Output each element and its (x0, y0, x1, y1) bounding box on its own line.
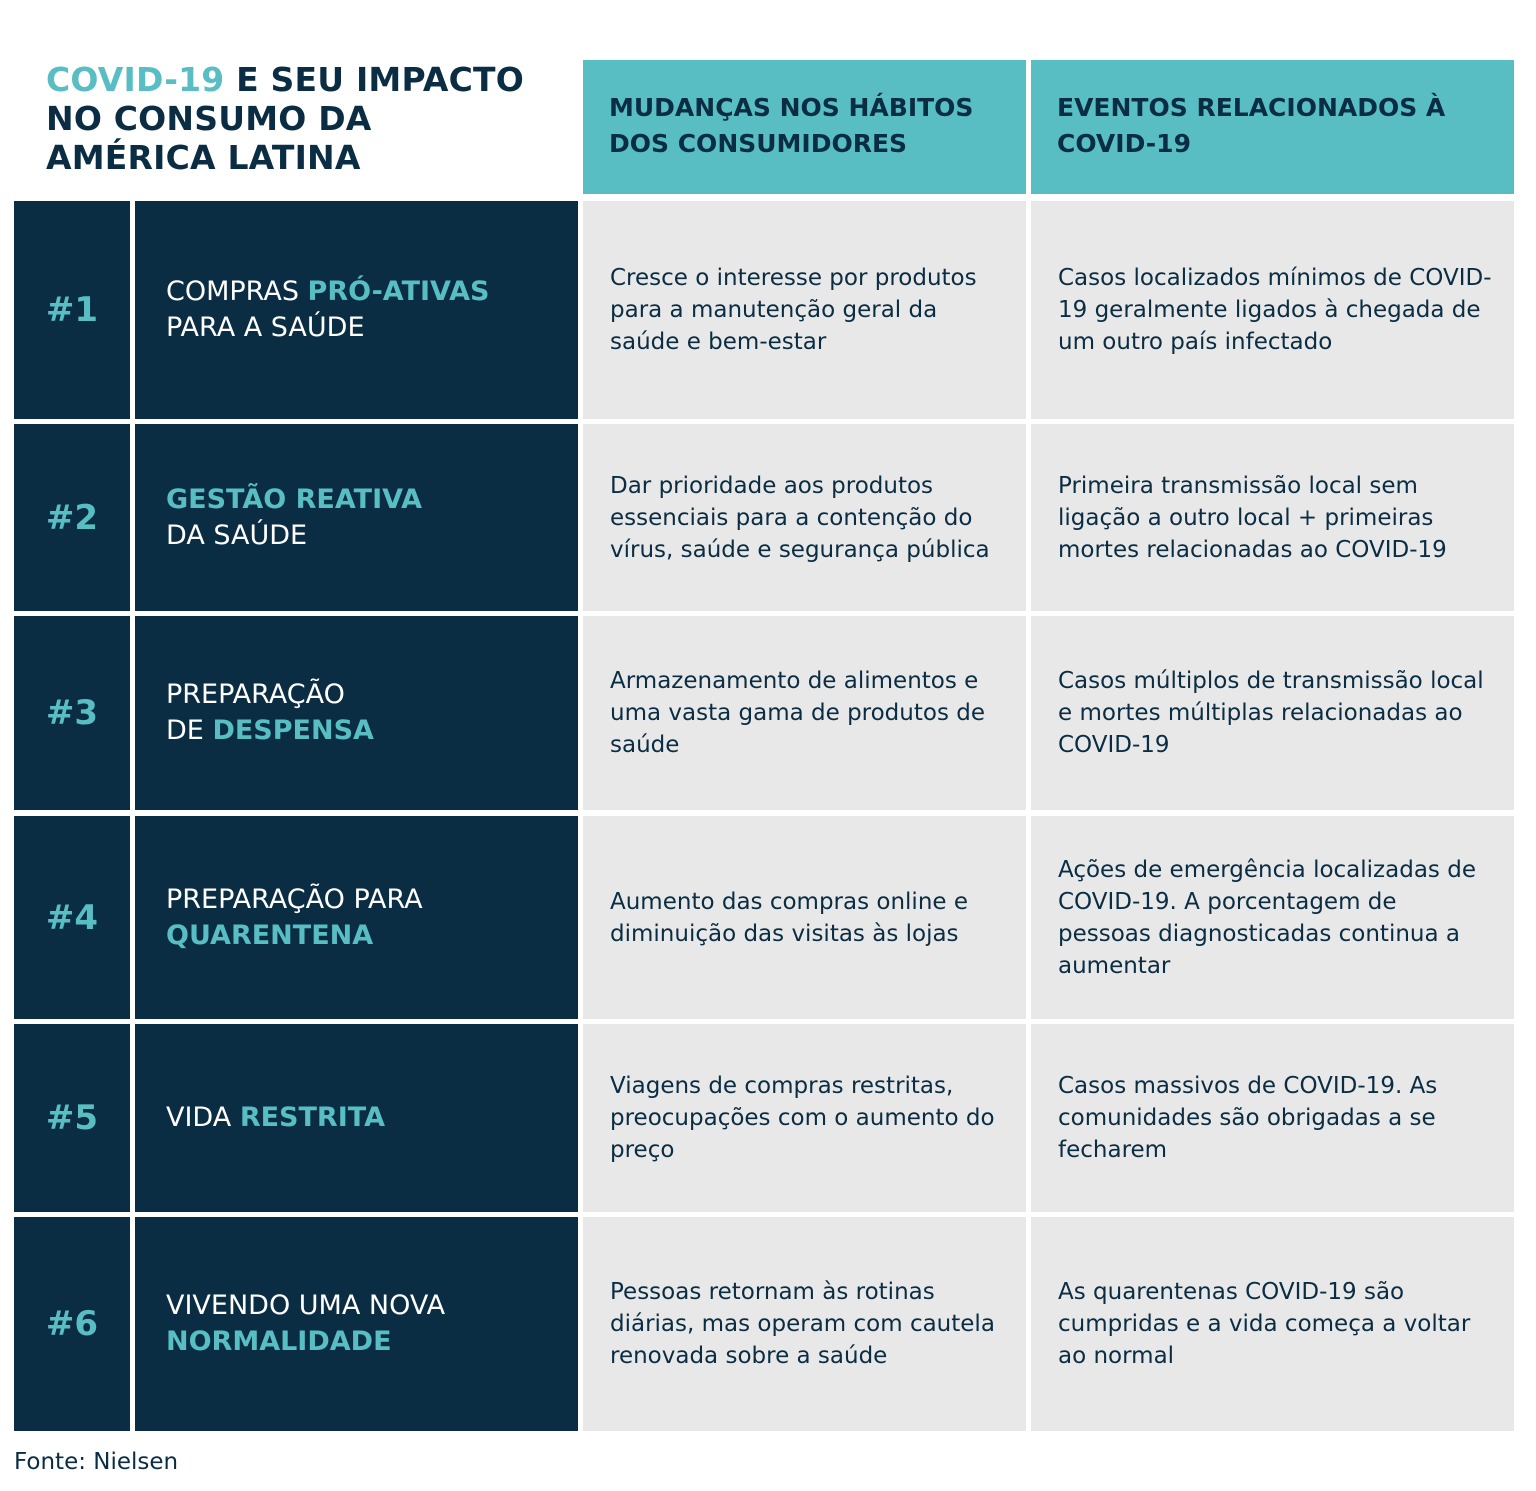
events-text: Casos massivos de COVID-19. As comunidades são obrigadas a se fecharem (1058, 1073, 1438, 1163)
table-row (0, 1024, 1536, 1212)
events-cell (1031, 424, 1514, 611)
phase-name-accent: QUARENTENA (166, 919, 374, 951)
phase-name-accent: PRÓ-ATIVAS (307, 276, 490, 307)
table-row (0, 816, 1536, 1019)
phase-name-part: PREPARAÇÃO (166, 679, 345, 710)
phase-name-part: COMPRAS (166, 276, 308, 307)
phase-name (135, 424, 578, 611)
phase-name-accent: NORMALIDADE (166, 1326, 392, 1357)
table-row (0, 1217, 1536, 1431)
phase-name (135, 1024, 578, 1212)
phase-number: #3 (14, 616, 130, 810)
phase-name-part: VIDA (166, 1102, 240, 1133)
header-events: EVENTOS RELACIONADOS À COVID-19 (1031, 60, 1514, 194)
phase-name-part: PREPARAÇÃO PARA (166, 883, 423, 915)
events-text: Primeira transmissão local sem ligação a outro local + primeiras mortes relacionadas ao COVID-19 (1058, 472, 1447, 563)
phase-name-accent: GESTÃO REATIVA (166, 483, 423, 515)
events-cell (1031, 201, 1514, 419)
habits-text: Dar prioridade aos produtos essenciais para a contenção do vírus, saúde e segurança pública (610, 472, 990, 563)
habits-cell (583, 1217, 1026, 1431)
habits-text: Aumento das compras online e diminuição das visitas às lojas (610, 888, 969, 947)
phase-number: #6 (14, 1217, 130, 1431)
habits-text: Pessoas retornam às rotinas diárias, mas operam com cautela renovada sobre a saúde (610, 1279, 995, 1369)
habits-cell (583, 616, 1026, 810)
events-text: Casos múltiplos de transmissão local e mortes múltiplas relacionadas ao COVID-19 (1058, 668, 1484, 758)
table-row (0, 201, 1536, 419)
phase-name-part: VIVENDO UMA NOVA (166, 1290, 446, 1321)
title-line1: E SEU IMPACTO (224, 60, 524, 99)
phase-name-accent: RESTRITA (239, 1102, 385, 1133)
phase-name-accent: DESPENSA (212, 715, 374, 746)
habits-text: Cresce o interesse por produtos para a manutenção geral da saúde e bem-estar (610, 265, 977, 355)
table-row (0, 616, 1536, 810)
phase-number: #5 (14, 1024, 130, 1212)
habits-cell (583, 201, 1026, 419)
phase-name (135, 1217, 578, 1431)
phase-name (135, 616, 578, 810)
events-cell (1031, 616, 1514, 810)
title-accent: COVID-19 (46, 60, 225, 99)
phase-number: #2 (14, 424, 130, 611)
header-habits: MUDANÇAS NOS HÁBITOS DOS CONSUMIDORES (583, 60, 1026, 194)
events-text: As quarentenas COVID-19 são cumpridas e a vida começa a voltar ao normal (1058, 1279, 1471, 1369)
source-note: Fonte: Nielsen (14, 1449, 179, 1475)
phase-name-part: PARA A SAÚDE (166, 312, 365, 343)
title-line3: AMÉRICA LATINA (46, 138, 361, 177)
habits-cell (583, 816, 1026, 1019)
page-title (46, 60, 576, 177)
events-cell (1031, 816, 1514, 1019)
habits-text: Viagens de compras restritas, preocupações com o aumento do preço (610, 1073, 995, 1163)
events-cell (1031, 1217, 1514, 1431)
phase-number: #1 (14, 201, 130, 419)
events-cell (1031, 1024, 1514, 1212)
phase-number: #4 (14, 816, 130, 1019)
events-text: Casos localizados mínimos de COVID-19 geralmente ligados à chegada de um outro país infectado (1058, 265, 1492, 355)
phase-name (135, 816, 578, 1019)
habits-cell (583, 1024, 1026, 1212)
phase-name-part: DA SAÚDE (166, 519, 308, 551)
title-line2: NO CONSUMO DA (46, 99, 372, 138)
habits-text: Armazenamento de alimentos e uma vasta gama de produtos de saúde (610, 668, 985, 758)
table-row (0, 424, 1536, 611)
events-text: Ações de emergência localizadas de COVID-19. A porcentagem de pessoas diagnosticadas continua a aumentar (1058, 856, 1476, 979)
phase-name-part: DE (166, 715, 213, 746)
phase-name (135, 201, 578, 419)
habits-cell (583, 424, 1026, 611)
